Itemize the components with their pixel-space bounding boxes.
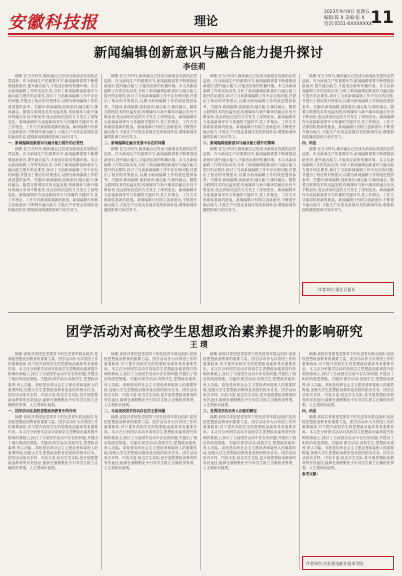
article1-body-text: 摘要:在当今时代,媒体融合已经成为新闻业发展的必然趋势。作为新闻生产的重要环节,新闻编辑需要不断增强创新意识,提升融合能力,才能适应新的传播环境。本文从新闻编辑工作的实际出发,分析了新闻编辑创新意识与融合能力提升的必要性,探讨了当前新闻编辑工作中存在的问题,并提出了相应的对策建议,以期为新闻编辑工作的改进提供参考。关键词:新闻编辑;创新意识;融合能力;媒体融合。随着互联网技术的迅猛发展,传统媒体与新兴媒体的融合步伐不断加快,受众获取信息的方式发生了深刻变化。新闻编辑作为连接新闻采写与传播的关键环节,其工作理念、工作方式都面临着新的挑战。新闻编辑只有树立创新意识,不断提升融合能力,才能生产出受众喜闻乐见的新闻作品,增强新闻传播的影响力和引导力。 — [8, 74, 98, 140]
article2-body-text-3: 摘要:高校共青团是党领导下的先进青年群众组织,是高校思想政治教育的重要力量。团学活动作为共青团工作的重要载体,对于提升高校学生的思想政治素养具有重要作用。本文在分析团学活动对高校学生思想政治素养提升影响的基础上,探讨了当前团学活动中存在的问题,并提出了相应的改进措施。关键词:团学活动;高校学生;思想政治素养;育人功能。高校是培养社会主义建设者和接班人的重要阵地,加强大学生思想政治教育是高校的根本任务。团学活动形式多样、内容丰富,贴近学生实际,是开展思想政治教育的有效途径,能够在潜移默化中引导学生树立正确的世界观、人生观和价值观。 — [104, 352, 197, 407]
article2-body-text-2: 摘要:高校共青团是党领导下的先进青年群众组织,是高校思想政治教育的重要力量。团学活动作为共青团工作的重要载体,对于提升高校学生的思想政治素养具有重要作用。本文在分析团学活动对高校学生思想政治素养提升影响的基础上,探讨了当前团学活动中存在的问题,并提出了相应的改进措施。关键词:团学活动;高校学生;思想政治素养;育人功能。高校是培养社会主义建设者和接班人的重要阵地,加强大学生思想政治教育是高校的根本任务。团学活动形式多样、内容丰富,贴近学生实际,是开展思想政治教育的有效途径,能够在潜移默化中引导学生树立正确的世界观、人生观和价值观。 — [8, 415, 98, 471]
article1-author: 李佳莉 — [183, 62, 206, 71]
article2-body-text-6: 摘要:高校共青团是党领导下的先进青年群众组织,是高校思想政治教育的重要力量。团学活动作为共青团工作的重要载体,对于提升高校学生的思想政治素养具有重要作用。本文在分析团学活动对高校学生思想政治素养提升影响的基础上,探讨了当前团学活动中存在的问题,并提出了相应的改进措施。关键词:团学活动;高校学生;思想政治素养;育人功能。高校是培养社会主义建设者和接班人的重要阵地,加强大学生思想政治教育是高校的根本任务。团学活动形式多样、内容丰富,贴近学生实际,是开展思想政治教育的有效途径,能够在潜移默化中引导学生树立正确的世界观、人生观和价值观。 — [203, 415, 296, 471]
issue-phone: 电话:0551-6XXXXXXX — [323, 22, 372, 27]
issue-info — [324, 10, 372, 28]
article-separator — [8, 312, 394, 313]
column-divider — [200, 74, 201, 304]
masthead — [8, 8, 394, 34]
article2-subheading-3: 三、发挥团学活动育人功能的路径 — [203, 409, 257, 414]
article1-body-text-3: 摘要:在当今时代,媒体融合已经成为新闻业发展的必然趋势。作为新闻生产的重要环节,新闻编辑需要不断增强创新意识,提升融合能力,才能适应新的传播环境。本文从新闻编辑工作的实际出发,分析了新闻编辑创新意识与融合能力提升的必要性,探讨了当前新闻编辑工作中存在的问题,并提出了相应的对策建议,以期为新闻编辑工作的改进提供参考。关键词:新闻编辑;创新意识;融合能力;媒体融合。随着互联网技术的迅猛发展,传统媒体与新兴媒体的融合步伐不断加快,受众获取信息的方式发生了深刻变化。新闻编辑作为连接新闻采写与传播的关键环节,其工作理念、工作方式都面临着新的挑战。新闻编辑只有树立创新意识,不断提升融合能力,才能生产出受众喜闻乐见的新闻作品,增强新闻传播的影响力和引导力。 — [104, 74, 197, 140]
article1-author-info: 作者单位:淮北日报社 — [318, 287, 356, 292]
article1-body-text-7: 摘要:在当今时代,媒体融合已经成为新闻业发展的必然趋势。作为新闻生产的重要环节,新闻编辑需要不断增强创新意识,提升融合能力,才能适应新的传播环境。本文从新闻编辑工作的实际出发,分析了新闻编辑创新意识与融合能力提升的必要性,探讨了当前新闻编辑工作中存在的问题,并提出了相应的对策建议,以期为新闻编辑工作的改进提供参考。关键词:新闻编辑;创新意识;融合能力;媒体融合。随着互联网技术的迅猛发展,传统媒体与新兴媒体的融合步伐不断加快,受众获取信息的方式发生了深刻变化。新闻编辑作为连接新闻采写与传播的关键环节,其工作理念、工作方式都面临着新的挑战。新闻编辑只有树立创新意识,不断提升融合能力,才能生产出受众喜闻乐见的新闻作品,增强新闻传播的影响力和引导力。 — [302, 74, 394, 140]
newspaper-logo: 安徽科技报 — [8, 13, 98, 33]
page-number: 11 — [370, 8, 394, 28]
article2-body-text-4: 摘要:高校共青团是党领导下的先进青年群众组织,是高校思想政治教育的重要力量。团学活动作为共青团工作的重要载体,对于提升高校学生的思想政治素养具有重要作用。本文在分析团学活动对高校学生思想政治素养提升影响的基础上,探讨了当前团学活动中存在的问题,并提出了相应的改进措施。关键词:团学活动;高校学生;思想政治素养;育人功能。高校是培养社会主义建设者和接班人的重要阵地,加强大学生思想政治教育是高校的根本任务。团学活动形式多样、内容丰富,贴近学生实际,是开展思想政治教育的有效途径,能够在潜移默化中引导学生树立正确的世界观、人生观和价值观。 — [104, 415, 197, 471]
masthead-rule — [8, 33, 394, 35]
article1-subheading-3: 三、新闻编辑创新意识与融合能力提升的策略 — [203, 141, 275, 146]
article1-body-text-6: 摘要:在当今时代,媒体融合已经成为新闻业发展的必然趋势。作为新闻生产的重要环节,新闻编辑需要不断增强创新意识,提升融合能力,才能适应新的传播环境。本文从新闻编辑工作的实际出发,分析了新闻编辑创新意识与融合能力提升的必要性,探讨了当前新闻编辑工作中存在的问题,并提出了相应的对策建议,以期为新闻编辑工作的改进提供参考。关键词:新闻编辑;创新意识;融合能力;媒体融合。随着互联网技术的迅猛发展,传统媒体与新兴媒体的融合步伐不断加快,受众获取信息的方式发生了深刻变化。新闻编辑作为连接新闻采写与传播的关键环节,其工作理念、工作方式都面临着新的挑战。新闻编辑只有树立创新意识,不断提升融合能力,才能生产出受众喜闻乐见的新闻作品,增强新闻传播的影响力和引导力。 — [203, 147, 296, 213]
article2-subheading-1: 一、团学活动在高校思想政治教育中的作用 — [8, 409, 77, 414]
article1-body-text-4: 摘要:在当今时代,媒体融合已经成为新闻业发展的必然趋势。作为新闻生产的重要环节,新闻编辑需要不断增强创新意识,提升融合能力,才能适应新的传播环境。本文从新闻编辑工作的实际出发,分析了新闻编辑创新意识与融合能力提升的必要性,探讨了当前新闻编辑工作中存在的问题,并提出了相应的对策建议,以期为新闻编辑工作的改进提供参考。关键词:新闻编辑;创新意识;融合能力;媒体融合。随着互联网技术的迅猛发展,传统媒体与新兴媒体的融合步伐不断加快,受众获取信息的方式发生了深刻变化。新闻编辑作为连接新闻采写与传播的关键环节,其工作理念、工作方式都面临着新的挑战。新闻编辑只有树立创新意识,不断提升融合能力,才能生产出受众喜闻乐见的新闻作品,增强新闻传播的影响力和引导力。 — [104, 147, 197, 213]
article1-subheading-1: 一、新闻编辑创新意识与融合能力提升的必要性 — [8, 141, 84, 146]
issue-date: 2023年9月8日 星期五 — [323, 10, 370, 15]
article2-column-4 — [302, 352, 394, 552]
article2-column-3 — [203, 352, 296, 570]
article2-body-text-7: 摘要:高校共青团是党领导下的先进青年群众组织,是高校思想政治教育的重要力量。团学活动作为共青团工作的重要载体,对于提升高校学生的思想政治素养具有重要作用。本文在分析团学活动对高校学生思想政治素养提升影响的基础上,探讨了当前团学活动中存在的问题,并提出了相应的改进措施。关键词:团学活动;高校学生;思想政治素养;育人功能。高校是培养社会主义建设者和接班人的重要阵地,加强大学生思想政治教育是高校的根本任务。团学活动形式多样、内容丰富,贴近学生实际,是开展思想政治教育的有效途径,能够在潜移默化中引导学生树立正确的世界观、人生观和价值观。 — [302, 352, 394, 407]
column-divider — [200, 352, 201, 570]
article2-author-info: 作者单位:河北机电职业技术学院 — [306, 561, 364, 566]
column-divider — [101, 74, 102, 304]
article2-column-1 — [8, 352, 98, 570]
article1-column-4 — [302, 74, 394, 274]
article1-subheading-4: 四、结语 — [302, 141, 317, 146]
article2-subheading-2: 二、当前高校团学活动存在的主要问题 — [104, 409, 166, 414]
article1-body-text-8: 摘要:在当今时代,媒体融合已经成为新闻业发展的必然趋势。作为新闻生产的重要环节,新闻编辑需要不断增强创新意识,提升融合能力,才能适应新的传播环境。本文从新闻编辑工作的实际出发,分析了新闻编辑创新意识与融合能力提升的必要性,探讨了当前新闻编辑工作中存在的问题,并提出了相应的对策建议,以期为新闻编辑工作的改进提供参考。关键词:新闻编辑;创新意识;融合能力;媒体融合。随着互联网技术的迅猛发展,传统媒体与新兴媒体的融合步伐不断加快,受众获取信息的方式发生了深刻变化。新闻编辑作为连接新闻采写与传播的关键环节,其工作理念、工作方式都面临着新的挑战。新闻编辑只有树立创新意识,不断提升融合能力,才能生产出受众喜闻乐见的新闻作品,增强新闻传播的影响力和引导力。 — [302, 147, 394, 213]
article1-subheading-2: 二、新闻编辑在融合发展中存在的问题 — [104, 141, 166, 146]
article1-column-3 — [203, 74, 296, 304]
column-divider — [299, 352, 300, 570]
article2-references-title: 参考文献: — [302, 472, 318, 477]
author-info-box — [302, 556, 394, 570]
article1-column-2 — [104, 74, 197, 304]
article2-body-text: 摘要:高校共青团是党领导下的先进青年群众组织,是高校思想政治教育的重要力量。团学活动作为共青团工作的重要载体,对于提升高校学生的思想政治素养具有重要作用。本文在分析团学活动对高校学生思想政治素养提升影响的基础上,探讨了当前团学活动中存在的问题,并提出了相应的改进措施。关键词:团学活动;高校学生;思想政治素养;育人功能。高校是培养社会主义建设者和接班人的重要阵地,加强大学生思想政治教育是高校的根本任务。团学活动形式多样、内容丰富,贴近学生实际,是开展思想政治教育的有效途径,能够在潜移默化中引导学生树立正确的世界观、人生观和价值观。 — [8, 352, 98, 407]
issue-editors: 编辑:陈 X 美编:张 X — [323, 16, 365, 21]
column-divider — [299, 74, 300, 304]
author-info-box — [302, 282, 394, 296]
section-title: 理论 — [194, 14, 219, 28]
article2-body-text-8: 摘要:高校共青团是党领导下的先进青年群众组织,是高校思想政治教育的重要力量。团学活动作为共青团工作的重要载体,对于提升高校学生的思想政治素养具有重要作用。本文在分析团学活动对高校学生思想政治素养提升影响的基础上,探讨了当前团学活动中存在的问题,并提出了相应的改进措施。关键词:团学活动;高校学生;思想政治素养;育人功能。高校是培养社会主义建设者和接班人的重要阵地,加强大学生思想政治教育是高校的根本任务。团学活动形式多样、内容丰富,贴近学生实际,是开展思想政治教育的有效途径,能够在潜移默化中引导学生树立正确的世界观、人生观和价值观。 — [302, 415, 394, 471]
column-divider — [101, 352, 102, 570]
article2-subheading-4: 四、结语 — [302, 409, 317, 414]
article1-body-text-2: 摘要:在当今时代,媒体融合已经成为新闻业发展的必然趋势。作为新闻生产的重要环节,新闻编辑需要不断增强创新意识,提升融合能力,才能适应新的传播环境。本文从新闻编辑工作的实际出发,分析了新闻编辑创新意识与融合能力提升的必要性,探讨了当前新闻编辑工作中存在的问题,并提出了相应的对策建议,以期为新闻编辑工作的改进提供参考。关键词:新闻编辑;创新意识;融合能力;媒体融合。随着互联网技术的迅猛发展,传统媒体与新兴媒体的融合步伐不断加快,受众获取信息的方式发生了深刻变化。新闻编辑作为连接新闻采写与传播的关键环节,其工作理念、工作方式都面临着新的挑战。新闻编辑只有树立创新意识,不断提升融合能力,才能生产出受众喜闻乐见的新闻作品,增强新闻传播的影响力和引导力。 — [8, 147, 98, 213]
article2-author: 王 璞 — [190, 340, 208, 349]
article2-title: 团学活动对高校学生思想政治素养提升的影响研究 — [66, 325, 364, 340]
article1-body-text-5: 摘要:在当今时代,媒体融合已经成为新闻业发展的必然趋势。作为新闻生产的重要环节,新闻编辑需要不断增强创新意识,提升融合能力,才能适应新的传播环境。本文从新闻编辑工作的实际出发,分析了新闻编辑创新意识与融合能力提升的必要性,探讨了当前新闻编辑工作中存在的问题,并提出了相应的对策建议,以期为新闻编辑工作的改进提供参考。关键词:新闻编辑;创新意识;融合能力;媒体融合。随着互联网技术的迅猛发展,传统媒体与新兴媒体的融合步伐不断加快,受众获取信息的方式发生了深刻变化。新闻编辑作为连接新闻采写与传播的关键环节,其工作理念、工作方式都面临着新的挑战。新闻编辑只有树立创新意识,不断提升融合能力,才能生产出受众喜闻乐见的新闻作品,增强新闻传播的影响力和引导力。 — [203, 74, 296, 140]
article1-column-1 — [8, 74, 98, 304]
article1-title: 新闻编辑创新意识与融合能力提升探讨 — [94, 46, 324, 61]
masthead-rule-thin — [8, 36, 394, 37]
article2-body-text-5: 摘要:高校共青团是党领导下的先进青年群众组织,是高校思想政治教育的重要力量。团学活动作为共青团工作的重要载体,对于提升高校学生的思想政治素养具有重要作用。本文在分析团学活动对高校学生思想政治素养提升影响的基础上,探讨了当前团学活动中存在的问题,并提出了相应的改进措施。关键词:团学活动;高校学生;思想政治素养;育人功能。高校是培养社会主义建设者和接班人的重要阵地,加强大学生思想政治教育是高校的根本任务。团学活动形式多样、内容丰富,贴近学生实际,是开展思想政治教育的有效途径,能够在潜移默化中引导学生树立正确的世界观、人生观和价值观。 — [203, 352, 296, 407]
article2-column-2 — [104, 352, 197, 570]
